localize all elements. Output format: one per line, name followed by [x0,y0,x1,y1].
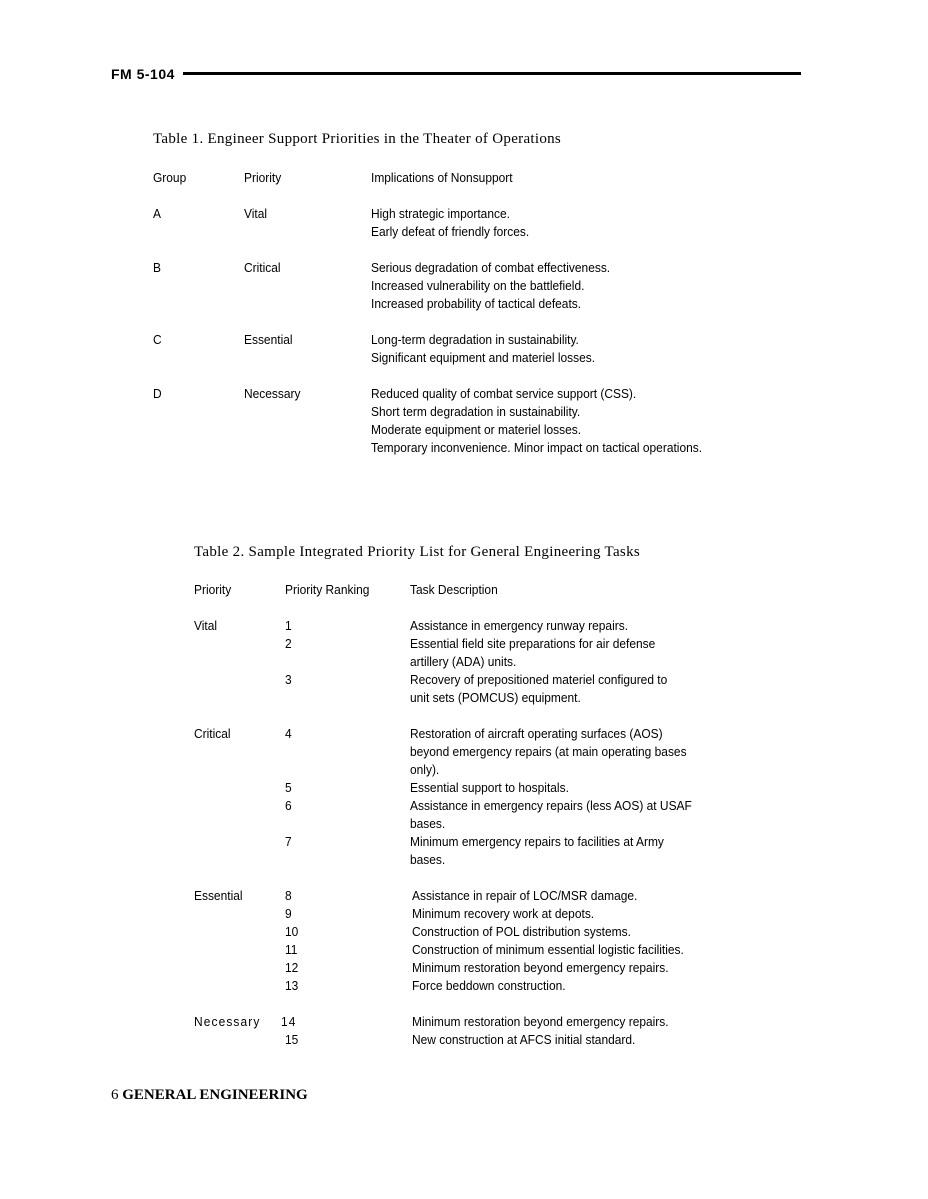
table1-row-implication: Increased vulnerability on the battlefield. [371,278,585,293]
table2-task-description: Force beddown construction. [412,978,566,993]
table2-task-rank: 14 [281,1014,297,1029]
table2-task-rank: 12 [285,960,299,975]
table2-task-description: bases. [410,816,446,831]
table2-task-description: Minimum emergency repairs to facilities at Army [410,834,664,849]
table2-task-description: only). [410,762,440,777]
running-header [111,64,801,84]
table2-task-rank: 10 [285,924,299,939]
table2-task-rank: 4 [285,726,292,741]
table2-task-description: beyond emergency repairs (at main operating bases [410,744,687,759]
table2-task-description: Essential support to hospitals. [410,780,569,795]
table1-row-priority: Necessary [244,386,301,401]
table2-header-ranking: Priority Ranking [285,582,370,597]
table1-row-priority: Vital [244,206,268,221]
table2-task-description: Recovery of prepositioned materiel configured to [410,672,668,687]
header-rule [183,72,801,75]
table1-row-priority: Critical [244,260,281,275]
table2-task-rank: 6 [285,798,292,813]
table1-row-implication: Early defeat of friendly forces. [371,224,530,239]
page-number: 6 [111,1087,119,1103]
table1-row-implication: High strategic importance. [371,206,510,221]
table1-row-implication: Temporary inconvenience. Minor impact on tactical operations. [371,440,703,455]
table2-task-description: Assistance in emergency runway repairs. [410,618,629,633]
table2-task-description: unit sets (POMCUS) equipment. [410,690,581,705]
table1-row-implication: Long-term degradation in sustainability. [371,332,579,347]
table2-task-description: bases. [410,852,446,867]
table2-task-rank: 15 [285,1032,299,1047]
table2-caption: Table 2. Sample Integrated Priority List for General Engineering Tasks [194,544,641,560]
table1-row-group: B [153,260,161,275]
table2-task-rank: 1 [285,618,292,633]
table1-header-implications: Implications of Nonsupport [371,170,513,185]
table2-task-description: Restoration of aircraft operating surfaces (AOS) [410,726,663,741]
table2-task-description: Construction of POL distribution systems. [412,924,631,939]
table2-task-description: Construction of minimum essential logistic facilities. [412,942,684,957]
section-title: GENERAL ENGINEERING [122,1087,308,1103]
table2-task-description: Essential field site preparations for air defense [410,636,656,651]
table1-row-implication: Significant equipment and materiel losses. [371,350,596,365]
manual-number: FM 5-104 [111,66,175,82]
table1-row-implication: Increased probability of tactical defeats. [371,296,582,311]
table2-task-rank: 9 [285,906,292,921]
table1-header-priority: Priority [244,170,282,185]
table2-task-rank: 13 [285,978,299,993]
table1-row-group: A [153,206,161,221]
table2-group-priority: Vital [194,618,218,633]
table1-row-priority: Essential [244,332,293,347]
table1-row-implication: Moderate equipment or materiel losses. [371,422,582,437]
table1-row-implication: Short term degradation in sustainability. [371,404,581,419]
table1-header-group: Group [153,170,187,185]
table2-task-rank: 5 [285,780,292,795]
table1-row-implication: Reduced quality of combat service support (CSS). [371,386,637,401]
table2-task-description: New construction at AFCS initial standard. [412,1032,636,1047]
table2-header-description: Task Description [410,582,498,597]
table1-row-implication: Serious degradation of combat effectiveness. [371,260,611,275]
table2-header-priority: Priority [194,582,232,597]
table1-caption: Table 1. Engineer Support Priorities in the Theater of Operations [153,131,562,147]
table2-task-rank: 7 [285,834,292,849]
table2-group-priority: Necessary [194,1014,261,1029]
table2-task-description: artillery (ADA) units. [410,654,517,669]
table1-row-group: C [153,332,162,347]
table2-group-priority: Essential [194,888,243,903]
table2-task-rank: 11 [285,942,298,957]
table2-task-rank: 8 [285,888,292,903]
table2-task-description: Minimum restoration beyond emergency repairs. [412,1014,669,1029]
table2-task-description: Minimum restoration beyond emergency repairs. [412,960,669,975]
table2-task-description: Minimum recovery work at depots. [412,906,595,921]
table2-task-rank: 3 [285,672,292,687]
page-footer [111,1087,308,1104]
table1-row-group: D [153,386,162,401]
table2-group-priority: Critical [194,726,231,741]
table2-task-description: Assistance in repair of LOC/MSR damage. [412,888,638,903]
table2-task-description: Assistance in emergency repairs (less AOS) at USAF [410,798,692,813]
table2-task-rank: 2 [285,636,292,651]
